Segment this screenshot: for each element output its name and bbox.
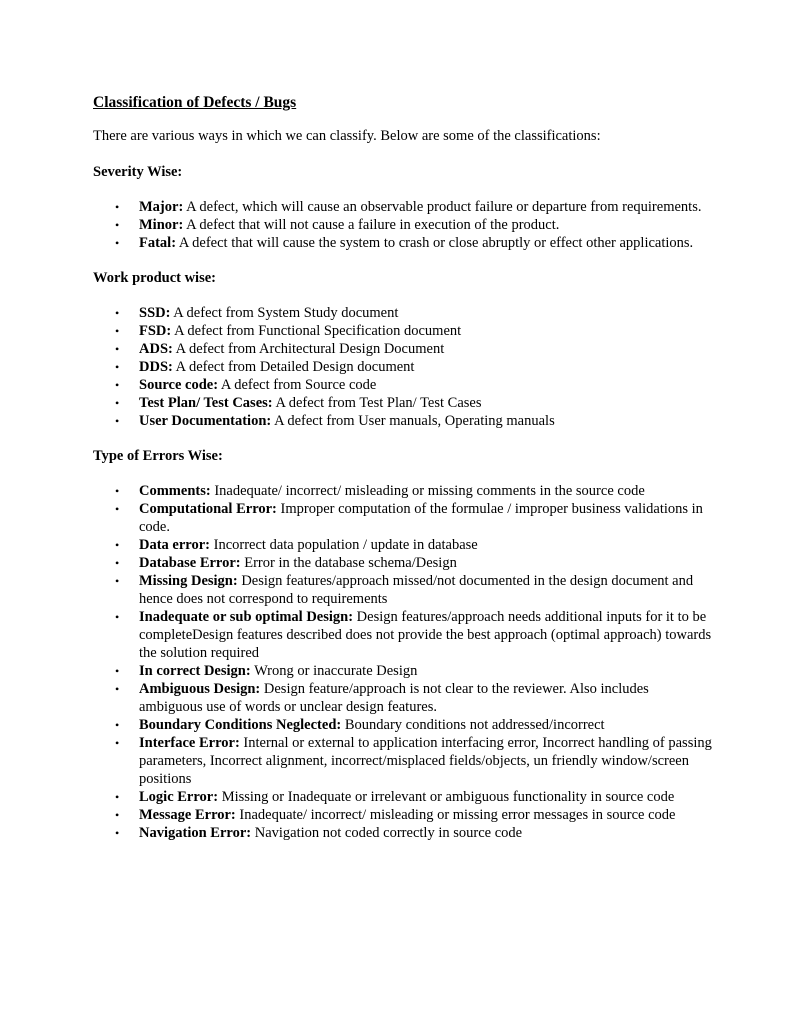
item-term: Test Plan/ Test Cases: <box>139 395 273 411</box>
list-item <box>93 608 713 662</box>
item-description: A defect from System Study document <box>173 305 399 321</box>
page-title: Classification of Defects / Bugs <box>93 94 297 111</box>
bullet-icon: • <box>115 826 120 840</box>
list-item <box>93 482 713 500</box>
item-description: A defect from Detailed Design document <box>175 359 415 375</box>
bullet-icon: • <box>115 502 120 516</box>
document-page <box>93 94 713 859</box>
bullet-icon: • <box>115 574 120 588</box>
item-description: Design feature/approach is not clear to the reviewer. Also includes ambiguous use of words or unclear design features. <box>139 681 649 715</box>
item-description: Error in the database schema/Design <box>244 555 457 571</box>
bullet-icon: • <box>115 414 120 428</box>
list-item <box>93 734 713 788</box>
bullet-icon: • <box>115 736 120 750</box>
bullet-icon: • <box>115 360 120 374</box>
bullet-icon: • <box>115 556 120 570</box>
bullet-icon: • <box>115 610 120 624</box>
item-term: SSD: <box>139 305 171 321</box>
list-item <box>93 554 713 572</box>
item-description: Inadequate/ incorrect/ misleading or missing comments in the source code <box>214 483 645 499</box>
item-term: Computational Error: <box>139 501 277 517</box>
bullet-list <box>93 304 713 430</box>
item-term: Data error: <box>139 537 210 553</box>
bullet-icon: • <box>115 682 120 696</box>
list-item <box>93 536 713 554</box>
bullet-list <box>93 198 713 252</box>
bullet-icon: • <box>115 378 120 392</box>
item-term: ADS: <box>139 341 173 357</box>
item-description: Wrong or inaccurate Design <box>254 663 418 679</box>
item-description: Incorrect data population / update in database <box>213 537 478 553</box>
list-item <box>93 806 713 824</box>
item-term: FSD: <box>139 323 172 339</box>
item-description: Design features/approach needs additional inputs for it to be completeDesign features described does not provide the best approach (optimal approach) towards the solution required <box>139 609 712 661</box>
list-item <box>93 716 713 734</box>
item-description: A defect, which will cause an observable product failure or departure from requirements. <box>186 199 702 215</box>
list-item <box>93 304 713 322</box>
item-term: Logic Error: <box>139 789 219 805</box>
list-item <box>93 376 713 394</box>
item-term: Source code: <box>139 377 219 393</box>
list-item <box>93 198 713 216</box>
item-description: A defect from User manuals, Operating manuals <box>274 413 555 429</box>
item-description: Improper computation of the formulae / improper business validations in code. <box>139 501 703 535</box>
item-term: Fatal: <box>139 235 177 251</box>
bullet-icon: • <box>115 718 120 732</box>
item-term: DDS: <box>139 359 173 375</box>
item-term: Message Error: <box>139 807 236 823</box>
item-term: Comments: <box>139 483 211 499</box>
item-term: User Documentation: <box>139 413 272 429</box>
list-item <box>93 788 713 806</box>
list-item <box>93 340 713 358</box>
item-description: A defect that will cause the system to crash or close abruptly or effect other applications. <box>178 235 694 251</box>
bullet-icon: • <box>115 538 120 552</box>
list-item <box>93 394 713 412</box>
list-item <box>93 412 713 430</box>
sections-container <box>93 163 713 842</box>
item-description: A defect that will not cause a failure in execution of the product. <box>186 217 560 233</box>
list-item <box>93 322 713 340</box>
bullet-icon: • <box>115 808 120 822</box>
item-description: A defect from Functional Specification document <box>174 323 462 339</box>
bullet-icon: • <box>115 396 120 410</box>
list-item <box>93 824 713 842</box>
item-term: Interface Error: <box>139 735 240 751</box>
item-description: A defect from Test Plan/ Test Cases <box>275 395 482 411</box>
item-term: Boundary Conditions Neglected: <box>139 717 342 733</box>
section-heading: Work product wise: <box>93 270 216 286</box>
bullet-icon: • <box>115 236 120 250</box>
item-term: Major: <box>139 199 184 215</box>
item-description: Boundary conditions not addressed/incorrect <box>344 717 605 733</box>
bullet-icon: • <box>115 664 120 678</box>
item-term: Missing Design: <box>139 573 238 589</box>
item-description: A defect from Source code <box>220 377 377 393</box>
bullet-icon: • <box>115 200 120 214</box>
list-item <box>93 234 713 252</box>
list-item <box>93 572 713 608</box>
item-term: Database Error: <box>139 555 241 571</box>
section-heading: Type of Errors Wise: <box>93 448 223 464</box>
bullet-icon: • <box>115 484 120 498</box>
bullet-icon: • <box>115 218 120 232</box>
item-term: Navigation Error: <box>139 825 252 841</box>
list-item <box>93 500 713 536</box>
list-item <box>93 680 713 716</box>
item-description: Navigation not coded correctly in source code <box>254 825 523 841</box>
bullet-list <box>93 482 713 842</box>
bullet-icon: • <box>115 324 120 338</box>
item-description: A defect from Architectural Design Document <box>175 341 445 357</box>
list-item <box>93 216 713 234</box>
item-description: Inadequate/ incorrect/ misleading or missing error messages in source code <box>239 807 676 823</box>
section-heading: Severity Wise: <box>93 164 183 180</box>
list-item <box>93 662 713 680</box>
item-term: Ambiguous Design: <box>139 681 261 697</box>
intro-paragraph: There are various ways in which we can classify. Below are some of the classifications: <box>93 128 601 144</box>
item-term: In correct Design: <box>139 663 251 679</box>
item-description: Internal or external to application interfacing error, Incorrect handling of passing parameters, Incorrect alignment, incorrect/misplaced fields/objects, un friendly window/screen positions <box>139 735 712 787</box>
bullet-icon: • <box>115 342 120 356</box>
item-description: Missing or Inadequate or irrelevant or ambiguous functionality in source code <box>221 789 675 805</box>
item-term: Minor: <box>139 217 184 233</box>
list-item <box>93 358 713 376</box>
item-term: Inadequate or sub optimal Design: <box>139 609 354 625</box>
bullet-icon: • <box>115 790 120 804</box>
bullet-icon: • <box>115 306 120 320</box>
item-description: Design features/approach missed/not documented in the design document and hence does not correspond to requirements <box>139 573 694 607</box>
